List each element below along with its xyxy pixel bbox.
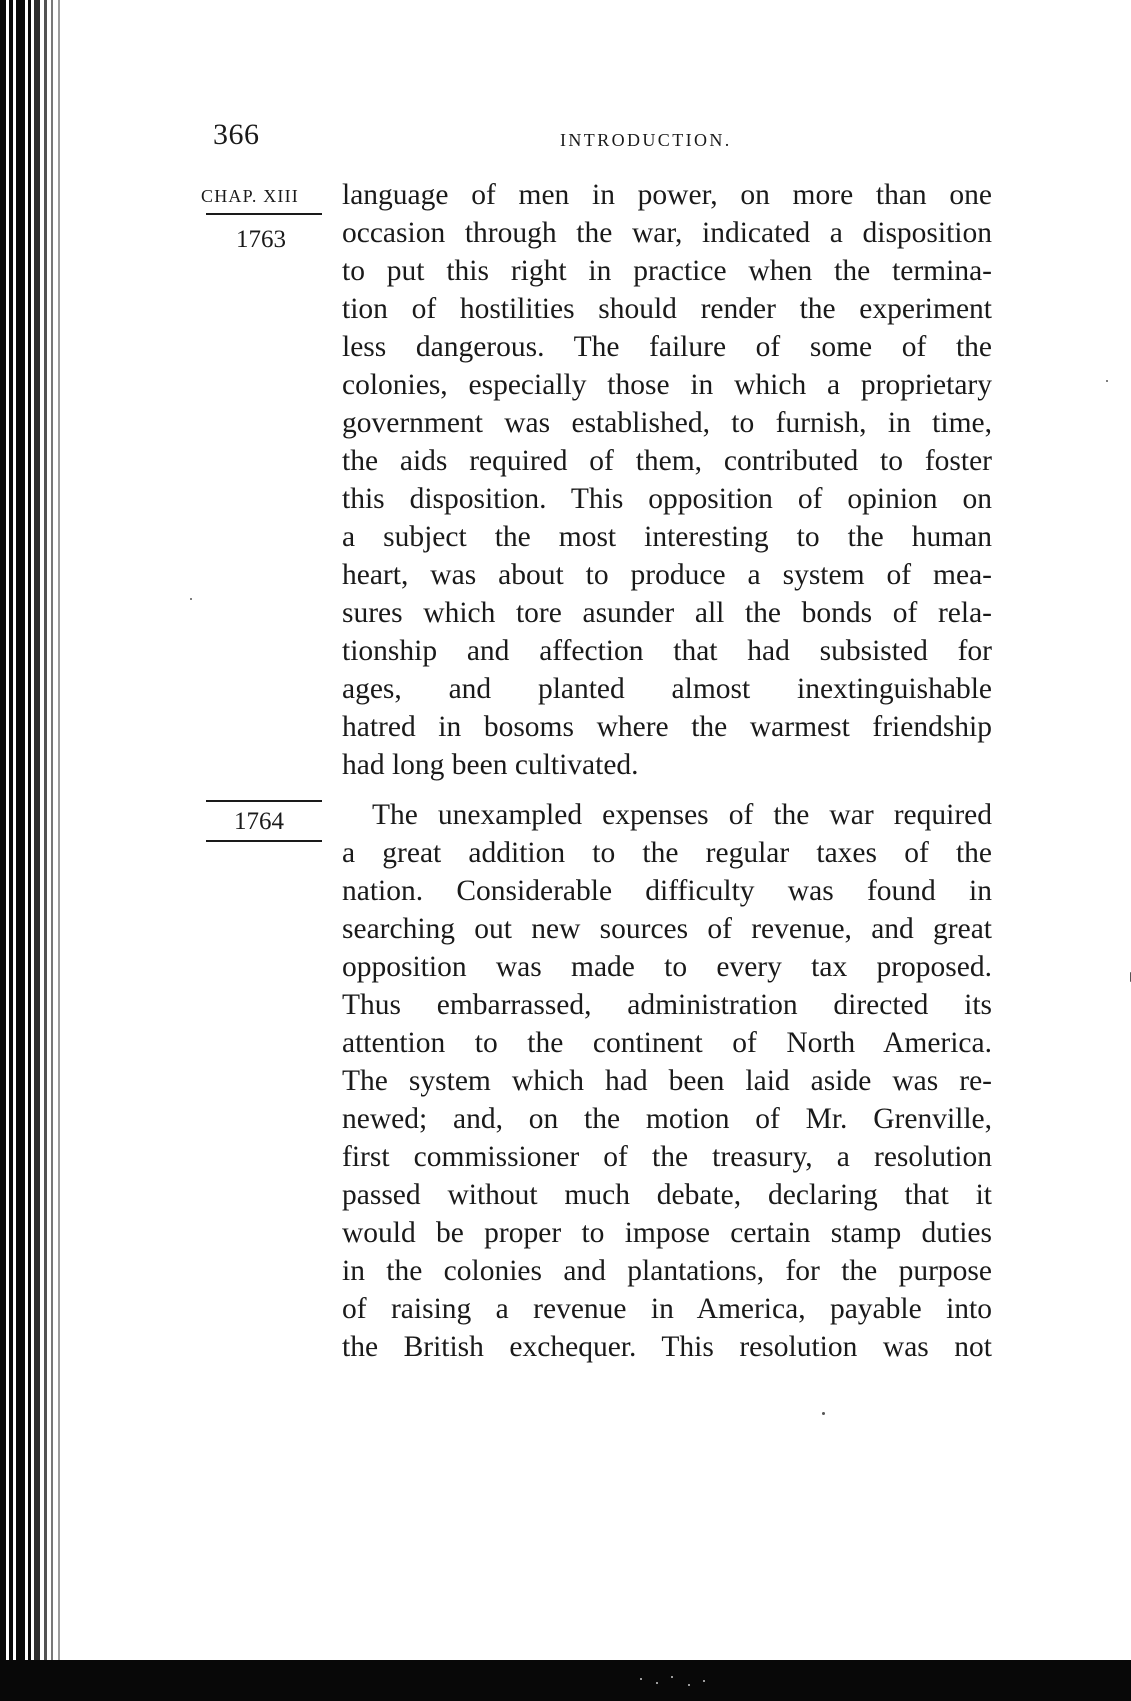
- text-line: had long been cultivated.: [342, 749, 639, 781]
- text-line: hatred in bosoms where the warmest friendship: [342, 711, 992, 743]
- text-line: of raising a revenue in America, payable into: [342, 1293, 992, 1325]
- text-line: first commissioner of the treasury, a resolution: [342, 1141, 992, 1173]
- margin-rule: [206, 840, 322, 842]
- text-line: The system which had been laid aside was re-: [342, 1065, 992, 1097]
- text-line: the British exchequer. This resolution was not: [342, 1331, 992, 1363]
- chapter-label: CHAP. XIII: [201, 186, 300, 206]
- text-line: language of men in power, on more than one: [342, 179, 992, 211]
- text-line: heart, was about to produce a system of mea-: [342, 559, 992, 591]
- text-line: newed; and, on the motion of Mr. Grenville,: [342, 1103, 992, 1135]
- text-line: tion of hostilities should render the experiment: [342, 293, 992, 325]
- text-line: Thus embarrassed, administration directed its: [342, 989, 992, 1021]
- margin-rule: [206, 213, 322, 215]
- text-line: a great addition to the regular taxes of the: [342, 837, 992, 869]
- scan-speck: [822, 1412, 825, 1415]
- text-line: ages, and planted almost inextinguishable: [342, 673, 992, 705]
- text-line: in the colonies and plantations, for the purpose: [342, 1255, 992, 1287]
- margin-year: 1763: [236, 226, 286, 253]
- text-line: would be proper to impose certain stamp duties: [342, 1217, 992, 1249]
- text-line: colonies, especially those in which a proprietary: [342, 369, 992, 401]
- text-line: nation. Considerable difficulty was found in: [342, 875, 992, 907]
- text-line: passed without much debate, declaring that it: [342, 1179, 992, 1211]
- text-line: a subject the most interesting to the human: [342, 521, 992, 553]
- running-head: INTRODUCTION.: [560, 130, 732, 150]
- text-line: occasion through the war, indicated a disposition: [342, 217, 992, 249]
- page-number: 366: [213, 118, 260, 151]
- margin-year: 1764: [234, 808, 284, 835]
- scan-speck: [190, 598, 192, 600]
- text-line: The unexampled expenses of the war required: [372, 799, 992, 831]
- text-line: this disposition. This opposition of opinion on: [342, 483, 992, 515]
- text-line: government was established, to furnish, in time,: [342, 407, 992, 439]
- margin-rule: [206, 800, 322, 802]
- text-line: less dangerous. The failure of some of the: [342, 331, 992, 363]
- scan-bottom-edge: [0, 1660, 1131, 1701]
- scan-speck: [1106, 380, 1108, 382]
- text-line: tionship and affection that had subsisted for: [342, 635, 992, 667]
- text-line: to put this right in practice when the termina-: [342, 255, 992, 287]
- scan-binding-edge: [0, 0, 66, 1660]
- text-line: searching out new sources of revenue, and great: [342, 913, 992, 945]
- text-line: the aids required of them, contributed to foster: [342, 445, 992, 477]
- text-line: attention to the continent of North America.: [342, 1027, 992, 1059]
- text-line: sures which tore asunder all the bonds of rela-: [342, 597, 992, 629]
- text-line: opposition was made to every tax proposed.: [342, 951, 992, 983]
